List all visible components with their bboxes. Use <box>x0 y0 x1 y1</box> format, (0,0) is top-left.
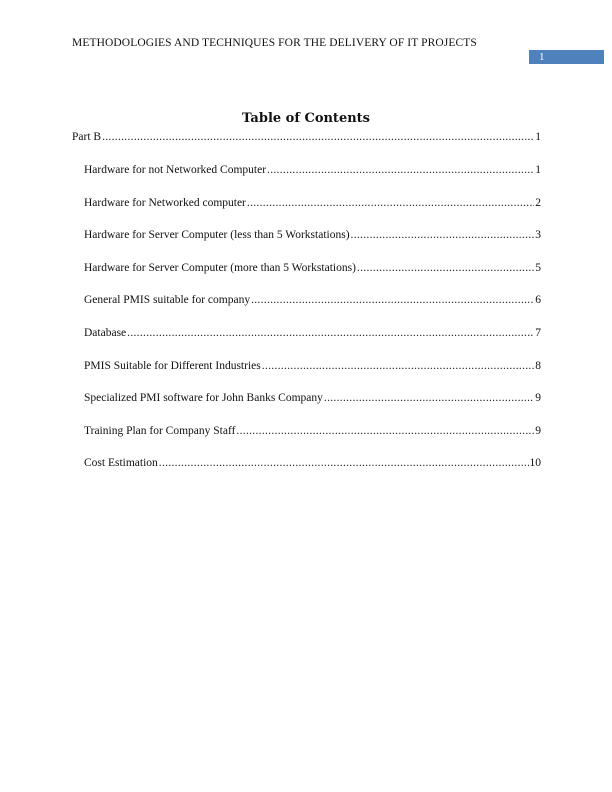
toc-entry-label: PMIS Suitable for Different Industries <box>84 360 261 372</box>
toc-entry-label: Hardware for not Networked Computer <box>84 164 267 176</box>
toc-title: Table of Contents <box>242 111 370 126</box>
toc-entry-page: 6 <box>535 294 541 306</box>
dot-leader <box>351 227 535 243</box>
toc-entry-page: 7 <box>535 327 541 339</box>
toc-entry-pmis-industries[interactable] <box>84 358 541 374</box>
toc-entry-hardware-networked[interactable] <box>84 195 541 211</box>
dot-leader <box>127 325 534 341</box>
dot-leader <box>262 358 535 374</box>
toc-entry-database[interactable] <box>84 325 541 341</box>
dot-leader <box>236 423 534 439</box>
toc-entry-part-b[interactable] <box>72 129 541 145</box>
toc-entry-page: 1 <box>535 131 541 143</box>
toc-entry-page: 9 <box>535 425 541 437</box>
toc-entry-page: 5 <box>535 262 541 274</box>
dot-leader <box>267 162 534 178</box>
dot-leader <box>251 292 534 308</box>
running-header: METHODOLOGIES AND TECHNIQUES FOR THE DELIVERY OF IT PROJECTS <box>72 37 477 49</box>
dot-leader <box>357 260 534 276</box>
page-number-badge: 1 <box>529 50 604 64</box>
toc-entry-label: Hardware for Networked computer <box>84 197 246 209</box>
toc-entry-server-more-than-5[interactable] <box>84 260 541 276</box>
dot-leader <box>159 455 529 471</box>
toc-entry-page: 8 <box>535 360 541 372</box>
toc-entry-page: 10 <box>529 457 541 469</box>
toc-entry-cost-estimation[interactable] <box>84 455 541 471</box>
toc-entry-label: Part B <box>72 131 102 143</box>
toc-entry-label: Cost Estimation <box>84 457 158 469</box>
toc-entry-page: 2 <box>535 197 541 209</box>
toc-entry-label: Specialized PMI software for John Banks Company <box>84 392 323 404</box>
toc-entry-page: 3 <box>535 229 541 241</box>
toc-entry-page: 9 <box>535 392 541 404</box>
toc-entry-label: General PMIS suitable for company <box>84 294 251 306</box>
toc-entry-label: Training Plan for Company Staff <box>84 425 236 437</box>
toc-entry-label: Database <box>84 327 127 339</box>
dot-leader <box>102 129 534 145</box>
toc-entry-label: Hardware for Server Computer (less than 5 Workstations) <box>84 229 350 241</box>
toc-entry-hardware-not-networked[interactable] <box>84 162 541 178</box>
toc-entry-training-plan[interactable] <box>84 423 541 439</box>
toc-entry-specialized-pmi[interactable] <box>84 390 541 406</box>
toc-entry-server-less-than-5[interactable] <box>84 227 541 243</box>
toc-entry-page: 1 <box>535 164 541 176</box>
toc-entry-label: Hardware for Server Computer (more than 5 Workstations) <box>84 262 356 274</box>
dot-leader <box>247 195 534 211</box>
toc-entry-general-pmis[interactable] <box>84 292 541 308</box>
dot-leader <box>324 390 534 406</box>
